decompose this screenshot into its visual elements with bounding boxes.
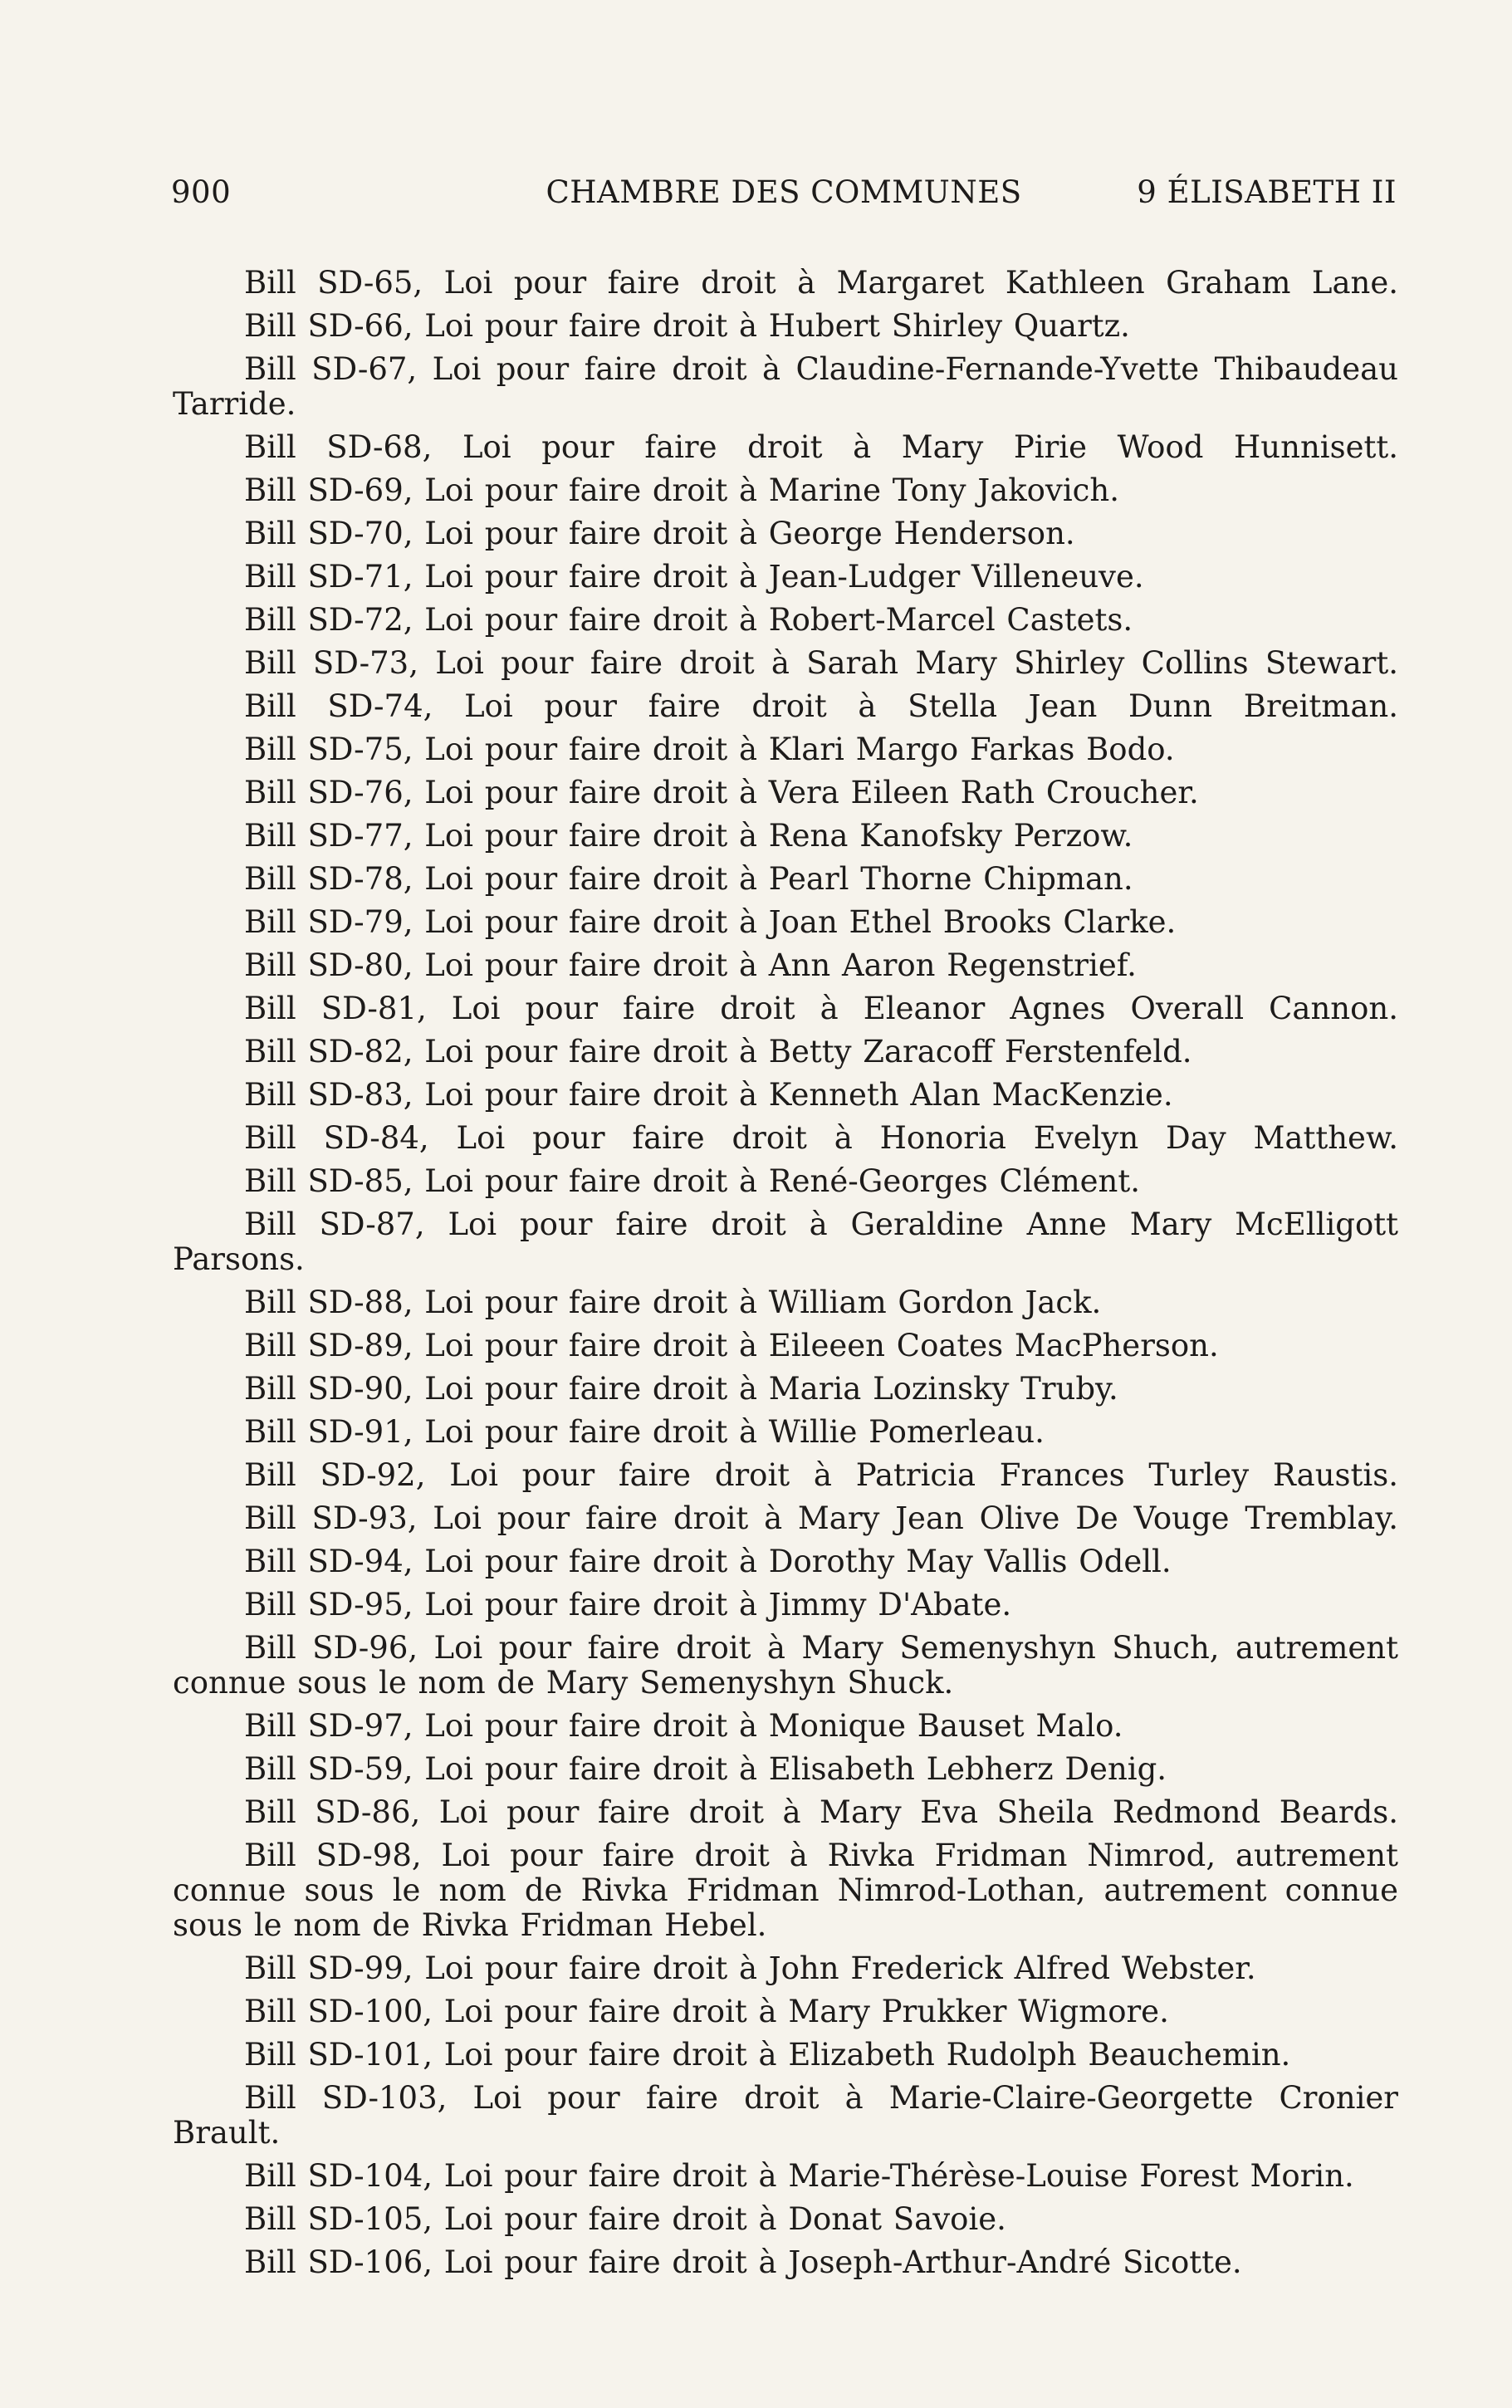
bill-entry: Bill SD-100, Loi pour faire droit à Mary Prukker Wigmore. bbox=[244, 1994, 1169, 2029]
bill-entry: Bill SD-85, Loi pour faire droit à René-Georges Clément. bbox=[244, 1163, 1141, 1199]
bill-entry: Bill SD-86, Loi pour faire droit à Mary Eva Sheila Redmond Beards. bbox=[244, 1794, 1398, 1830]
bill-entry: Bill SD-77, Loi pour faire droit à Rena Kanofsky Perzow. bbox=[244, 818, 1133, 854]
bill-entry: Bill SD-98, Loi pour faire droit à Rivka Fridman Nimrod, autrement connue sous le nom de Rivka Fridman Nimrod-Lothan, autrement connue sous le nom de Rivka Fridman Hebel. bbox=[173, 1838, 1398, 1943]
bill-entry: Bill SD-96, Loi pour faire droit à Mary Semenyshyn Shuch, autrement connue sous le nom de Mary Semenyshyn Shuck. bbox=[173, 1630, 1398, 1701]
bill-entry: Bill SD-93, Loi pour faire droit à Mary Jean Olive De Vouge Tremblay. bbox=[244, 1500, 1398, 1536]
bill-entry: Bill SD-66, Loi pour faire droit à Hubert Shirley Quartz. bbox=[244, 308, 1130, 344]
bill-entry: Bill SD-105, Loi pour faire droit à Donat Savoie. bbox=[244, 2201, 1006, 2237]
bill-entry: Bill SD-88, Loi pour faire droit à William Gordon Jack. bbox=[244, 1285, 1102, 1320]
bill-entry: Bill SD-71, Loi pour faire droit à Jean-Ludger Villeneuve. bbox=[244, 559, 1144, 595]
journal-title: CHAMBRE DES COMMUNES bbox=[546, 174, 1022, 210]
bill-entry: Bill SD-73, Loi pour faire droit à Sarah Mary Shirley Collins Stewart. bbox=[244, 645, 1398, 681]
bill-entry: Bill SD-74, Loi pour faire droit à Stella Jean Dunn Breitman. bbox=[244, 688, 1398, 724]
bill-list bbox=[173, 266, 1398, 2288]
bill-entry: Bill SD-99, Loi pour faire droit à John Frederick Alfred Webster. bbox=[244, 1950, 1256, 1986]
bill-entry: Bill SD-91, Loi pour faire droit à Willie Pomerleau. bbox=[244, 1414, 1045, 1450]
bill-entry: Bill SD-78, Loi pour faire droit à Pearl Thorne Chipman. bbox=[244, 861, 1133, 897]
bill-entry: Bill SD-83, Loi pour faire droit à Kenneth Alan MacKenzie. bbox=[244, 1077, 1173, 1113]
bill-entry: Bill SD-82, Loi pour faire droit à Betty Zaracoff Ferstenfeld. bbox=[244, 1034, 1192, 1069]
bill-entry: Bill SD-92, Loi pour faire droit à Patricia Frances Turley Raustis. bbox=[244, 1457, 1398, 1493]
bill-entry: Bill SD-59, Loi pour faire droit à Elisabeth Lebherz Denig. bbox=[244, 1751, 1167, 1787]
bill-entry: Bill SD-97, Loi pour faire droit à Monique Bauset Malo. bbox=[244, 1708, 1123, 1744]
bill-entry: Bill SD-69, Loi pour faire droit à Marine Tony Jakovich. bbox=[244, 472, 1119, 508]
bill-entry: Bill SD-68, Loi pour faire droit à Mary Pirie Wood Hunnisett. bbox=[244, 429, 1398, 465]
bill-entry: Bill SD-76, Loi pour faire droit à Vera Eileen Rath Croucher. bbox=[244, 775, 1199, 810]
bill-entry: Bill SD-103, Loi pour faire droit à Marie-Claire-Georgette Cronier Brault. bbox=[173, 2080, 1398, 2151]
regnal-year: 9 ÉLISABETH II bbox=[1137, 174, 1397, 210]
bill-entry: Bill SD-101, Loi pour faire droit à Elizabeth Rudolph Beauchemin. bbox=[244, 2037, 1291, 2073]
bill-entry: Bill SD-67, Loi pour faire droit à Claudine-Fernande-Yvette Thibaudeau Tarride. bbox=[173, 351, 1398, 422]
bill-entry: Bill SD-72, Loi pour faire droit à Robert-Marcel Castets. bbox=[244, 602, 1133, 638]
bill-entry: Bill SD-94, Loi pour faire droit à Dorothy May Vallis Odell. bbox=[244, 1544, 1172, 1579]
page-header bbox=[171, 174, 1397, 221]
bill-entry: Bill SD-81, Loi pour faire droit à Eleanor Agnes Overall Cannon. bbox=[244, 991, 1398, 1026]
bill-entry: Bill SD-79, Loi pour faire droit à Joan Ethel Brooks Clarke. bbox=[244, 904, 1177, 940]
bill-entry: Bill SD-70, Loi pour faire droit à George Henderson. bbox=[244, 516, 1075, 551]
bill-entry: Bill SD-89, Loi pour faire droit à Eileeen Coates MacPherson. bbox=[244, 1328, 1219, 1363]
bill-entry: Bill SD-80, Loi pour faire droit à Ann Aaron Regenstrief. bbox=[244, 947, 1137, 983]
bill-entry: Bill SD-87, Loi pour faire droit à Geraldine Anne Mary McElligott Parsons. bbox=[173, 1206, 1398, 1277]
bill-entry: Bill SD-75, Loi pour faire droit à Klari Margo Farkas Bodo. bbox=[244, 732, 1175, 767]
bill-entry: Bill SD-90, Loi pour faire droit à Maria Lozinsky Truby. bbox=[244, 1371, 1118, 1407]
bill-entry: Bill SD-65, Loi pour faire droit à Margaret Kathleen Graham Lane. bbox=[244, 265, 1398, 301]
bill-entry: Bill SD-106, Loi pour faire droit à Joseph-Arthur-André Sicotte. bbox=[244, 2244, 1242, 2280]
page-number: 900 bbox=[171, 174, 232, 210]
bill-entry: Bill SD-104, Loi pour faire droit à Marie-Thérèse-Louise Forest Morin. bbox=[244, 2158, 1354, 2194]
bill-entry: Bill SD-95, Loi pour faire droit à Jimmy D'Abate. bbox=[244, 1587, 1012, 1622]
bill-entry: Bill SD-84, Loi pour faire droit à Honoria Evelyn Day Matthew. bbox=[244, 1120, 1398, 1156]
